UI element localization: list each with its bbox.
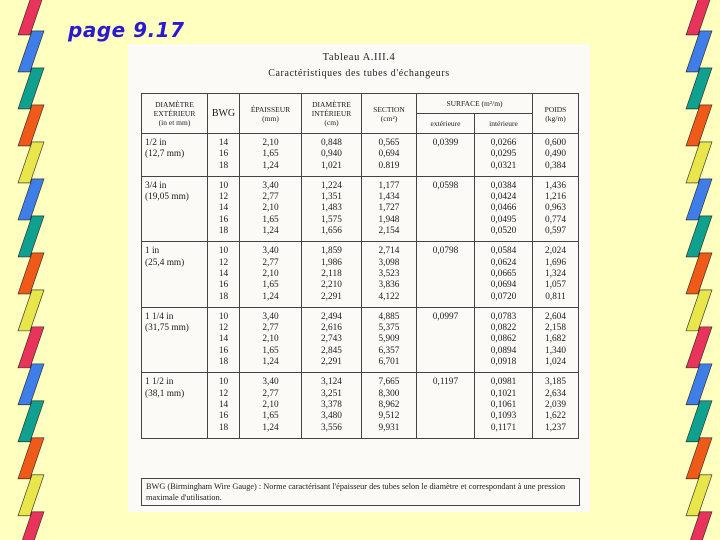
cell-bwg: 10 12 14 16 18 [208, 373, 240, 438]
tube-characteristics-table [141, 93, 579, 439]
header-surface: SURFACE (m²/m) [417, 94, 533, 114]
stripe-segment [18, 0, 44, 35]
cell-surface-interior: 0,0266 0,0295 0,0321 [475, 134, 533, 177]
scanned-table-page [128, 44, 590, 512]
table-row [142, 307, 579, 372]
stripe-segment [18, 475, 44, 516]
stripe-segment [18, 216, 44, 257]
cell-outer-diameter: 1 1/4 in (31,75 mm) [142, 307, 208, 372]
stripe-segment [686, 290, 712, 331]
cell-surface-exterior: 0,0598 [417, 176, 475, 241]
stripe-segment [686, 253, 712, 294]
stripe-segment [18, 253, 44, 294]
stripe-segment [18, 31, 44, 72]
cell-bwg: 10 12 14 16 18 [208, 176, 240, 241]
cell-thickness: 3,40 2,77 2,10 1,65 1,24 [240, 176, 302, 241]
cell-section: 2,714 3,098 3,523 3,836 4,122 [362, 242, 417, 307]
stripe-segment [686, 438, 712, 479]
header-section: SECTION (cm²) [362, 94, 417, 134]
stripe-segment [18, 364, 44, 405]
stripe-segment [18, 401, 44, 442]
stripe-segment [18, 327, 44, 368]
cell-inner-diameter: 2,494 2,616 2,743 2,845 2,291 [302, 307, 362, 372]
cell-bwg: 10 12 14 16 18 [208, 307, 240, 372]
stripe-segment [18, 68, 44, 109]
cell-bwg: 14 16 18 [208, 134, 240, 177]
decorative-stripe-left [0, 0, 55, 540]
cell-surface-exterior: 0,1197 [417, 373, 475, 438]
header-surface-exterior: extérieure [417, 114, 475, 134]
header-surface-interior: intérieure [475, 114, 533, 134]
cell-outer-diameter: 1 1/2 in (38,1 mm) [142, 373, 208, 438]
cell-thickness: 3,40 2,77 2,10 1,65 1,24 [240, 242, 302, 307]
cell-inner-diameter: 0,848 0,940 1,021 [302, 134, 362, 177]
cell-section: 0,565 0,694 0.819 [362, 134, 417, 177]
header-thickness: ÉPAISSEUR (mm) [240, 94, 302, 134]
stripe-segment [686, 179, 712, 220]
cell-thickness: 3,40 2,77 2,10 1,65 1,24 [240, 373, 302, 438]
cell-thickness: 3,40 2,77 2,10 1,65 1,24 [240, 307, 302, 372]
stripe-segment [18, 290, 44, 331]
header-inner-diameter: DIAMÈTRE INTÉRIEUR (cm) [302, 94, 362, 134]
table-row [142, 373, 579, 438]
cell-surface-interior: 0,0981 0,1021 0,1061 0,1093 0,1171 [475, 373, 533, 438]
stripe-segment [686, 31, 712, 72]
cell-inner-diameter: 1,224 1,351 1,483 1,575 1,656 [302, 176, 362, 241]
table-row [142, 242, 579, 307]
cell-surface-exterior: 0,0399 [417, 134, 475, 177]
cell-bwg: 10 12 14 16 18 [208, 242, 240, 307]
stripe-segment [686, 327, 712, 368]
cell-surface-interior: 0,0783 0,0822 0,0862 0,0894 0,0918 [475, 307, 533, 372]
stripe-segment [686, 475, 712, 516]
cell-weight: 0,600 0,490 0,384 [533, 134, 579, 177]
stripe-segment [686, 142, 712, 183]
cell-thickness: 2,10 1,65 1,24 [240, 134, 302, 177]
table-row [142, 176, 579, 241]
header-outer-diameter: DIAMÈTRE EXTÉRIEUR (in et mm) [142, 94, 208, 134]
stripe-segment [686, 364, 712, 405]
cell-surface-exterior: 0,0997 [417, 307, 475, 372]
cell-weight: 2,024 1,696 1,324 1,057 0,811 [533, 242, 579, 307]
header-bwg: BWG [208, 94, 240, 134]
stripe-segment [18, 179, 44, 220]
cell-weight: 3,185 2,634 2,039 1,622 1,237 [533, 373, 579, 438]
stripe-segment [686, 401, 712, 442]
stripe-segment [686, 0, 712, 35]
cell-surface-interior: 0,0384 0,0424 0,0466 0,0495 0,0520 [475, 176, 533, 241]
cell-outer-diameter: 1 in (25,4 mm) [142, 242, 208, 307]
cell-surface-exterior: 0,0798 [417, 242, 475, 307]
table-footnote: BWG (Birmingham Wire Gauge) : Norme caractérisant l'épaisseur des tubes selon le diamètre et correspondant à une pression maximale d'utilisation. [141, 478, 580, 506]
cell-outer-diameter: 1/2 in (12,7 mm) [142, 134, 208, 177]
stripe-segment [686, 105, 712, 146]
stripe-segment [18, 142, 44, 183]
stripe-segment [18, 105, 44, 146]
page-label: page 9.17 [68, 18, 185, 42]
cell-section: 4,885 5,375 5,909 6,357 6,701 [362, 307, 417, 372]
table-row [142, 134, 579, 177]
cell-section: 1,177 1,434 1,727 1,948 2,154 [362, 176, 417, 241]
cell-section: 7,665 8,300 8,962 9,512 9,931 [362, 373, 417, 438]
stripe-segment [686, 68, 712, 109]
cell-outer-diameter: 3/4 in (19,05 mm) [142, 176, 208, 241]
cell-weight: 2,604 2,158 1,682 1,340 1,024 [533, 307, 579, 372]
stripe-segment [18, 438, 44, 479]
stripe-segment [686, 216, 712, 257]
cell-inner-diameter: 1,859 1,986 2,118 2,210 2,291 [302, 242, 362, 307]
decorative-stripe-right [668, 0, 720, 540]
cell-inner-diameter: 3,124 3,251 3,378 3,480 3,556 [302, 373, 362, 438]
table-subtitle: Caractéristiques des tubes d'échangeurs [268, 68, 450, 79]
cell-weight: 1,436 1,216 0,963 0,774 0,597 [533, 176, 579, 241]
cell-surface-interior: 0,0584 0,0624 0,0665 0,0694 0,0720 [475, 242, 533, 307]
header-weight: POIDS (kg/m) [533, 94, 579, 134]
table-title: Tableau A.III.4 [322, 52, 396, 63]
